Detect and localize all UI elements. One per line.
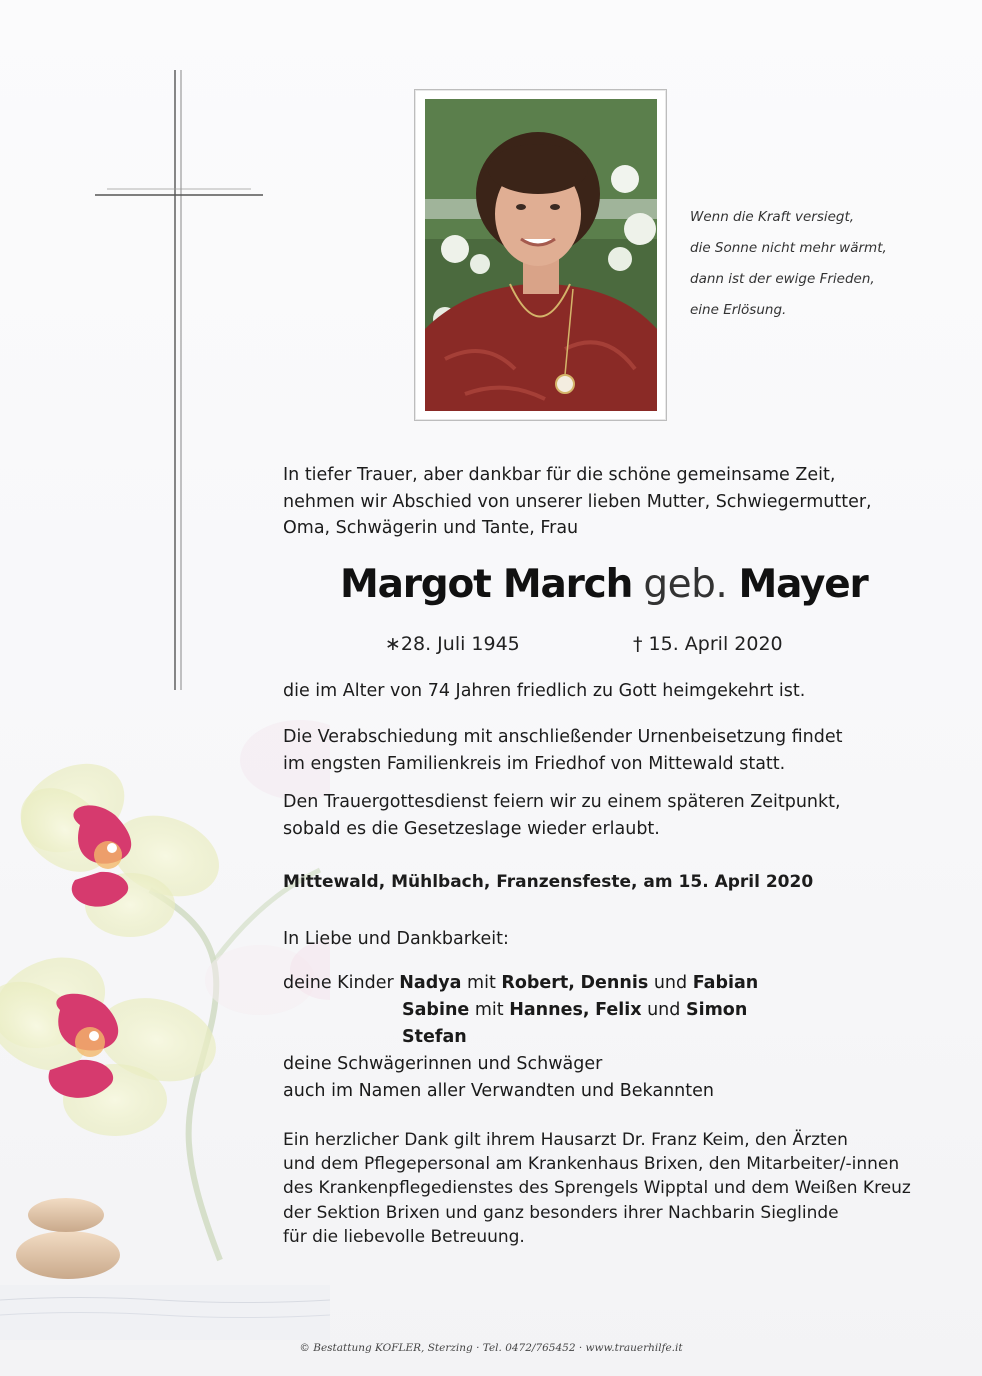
family-connector: mit <box>467 973 496 993</box>
family-list <box>283 970 758 1105</box>
family-connector: und <box>653 973 688 993</box>
child-name: Sabine <box>402 1000 470 1020</box>
love-line <box>283 926 923 953</box>
paragraph-line: Die Verabschiedung mit anschließender Urnenbeisetzung findet <box>283 727 843 747</box>
thanks-line: für die liebevolle Betreuung. <box>283 1226 525 1247</box>
thanks-paragraph <box>283 1128 923 1249</box>
thanks-line: des Krankenpflegedienstes des Sprengels Wipptal und dem Weißen Kreuz <box>283 1178 911 1199</box>
funeral-home-footer: © Bestattung KOFLER, Sterzing · Tel. 0472/765452 · www.trauerhilfe.it <box>299 1342 683 1354</box>
family-row <box>283 1024 758 1051</box>
thanks-line: und dem Pflegepersonal am Krankenhaus Brixen, den Mitarbeiter/-innen <box>283 1154 900 1175</box>
intro-line: Oma, Schwägerin und Tante, Frau <box>283 518 579 538</box>
inlaws-line: deine Schwägerinnen und Schwäger <box>283 1054 603 1074</box>
grandchild-name: Dennis <box>580 973 649 993</box>
family-row: deine Kinder Nadya mit Robert, Dennis und Fabian <box>283 973 759 993</box>
cross-icon <box>95 70 263 690</box>
paragraph-line: Den Trauergottesdienst feiern wir zu einem späteren Zeitpunkt, <box>283 792 841 812</box>
age-line <box>283 678 923 705</box>
portrait-photo <box>425 99 657 411</box>
memorial-quote <box>690 202 950 326</box>
quote-line: die Sonne nicht mehr wärmt, <box>690 240 887 256</box>
relatives-line: auch im Namen aller Verwandten und Bekannten <box>283 1081 714 1101</box>
quote-line: Wenn die Kraft versiegt, <box>690 209 855 225</box>
death-date: † 15. April 2020 <box>633 633 783 655</box>
deceased-first-name: Margot March <box>340 562 633 607</box>
family-row: Sabine mit Hannes, Felix und Simon <box>402 1000 748 1020</box>
paragraph-line: im engsten Familienkreis im Friedhof von Mittewald statt. <box>283 753 786 774</box>
paragraph-line: sobald es die Gesetzeslage wieder erlaubt. <box>283 818 660 839</box>
birth-date: ∗28. Juli 1945 <box>385 633 520 655</box>
grandchild-name: Felix <box>595 1000 642 1020</box>
orchid-decoration <box>0 700 330 1340</box>
intro-line: nehmen wir Abschied von unserer lieben Mutter, Schwiegermutter, <box>283 491 872 512</box>
portrait-frame <box>414 89 667 421</box>
partner-name: Robert <box>501 973 569 993</box>
age-text: die im Alter von 74 Jahren friedlich zu Gott heimgekehrt ist. <box>283 681 806 701</box>
grandchild-name: Fabian <box>692 973 759 993</box>
intro-line: In tiefer Trauer, aber dankbar für die schöne gemeinsame Zeit, <box>283 465 836 485</box>
place-date <box>283 869 923 896</box>
birth-name-prefix: geb. <box>643 562 728 607</box>
quote-line: eine Erlösung. <box>690 302 787 318</box>
love-text: In Liebe und Dankbarkeit: <box>283 929 509 949</box>
thanks-line: Ein herzlicher Dank gilt ihrem Hausarzt Dr. Franz Keim, den Ärzten <box>283 1130 848 1150</box>
intro-text <box>283 462 923 542</box>
thanks-line: der Sektion Brixen und ganz besonders ihrer Nachbarin Sieglinde <box>283 1202 839 1223</box>
deceased-name <box>340 562 868 607</box>
service-paragraph <box>283 789 923 842</box>
place-date-text: Mittewald, Mühlbach, Franzensfeste, am 15. April 2020 <box>283 872 814 892</box>
child-name: Nadya <box>399 973 462 993</box>
grandchild-name: Simon <box>685 1000 748 1020</box>
farewell-paragraph <box>283 724 923 777</box>
quote-line: dann ist der ewige Frieden, <box>690 271 875 287</box>
partner-name: Hannes <box>509 1000 583 1020</box>
children-prefix: deine Kinder <box>283 973 394 993</box>
family-connector: mit <box>474 1000 504 1020</box>
family-connector: und <box>647 1000 681 1020</box>
deceased-maiden-name: Mayer <box>738 562 868 607</box>
child-name: Stefan <box>402 1027 467 1047</box>
